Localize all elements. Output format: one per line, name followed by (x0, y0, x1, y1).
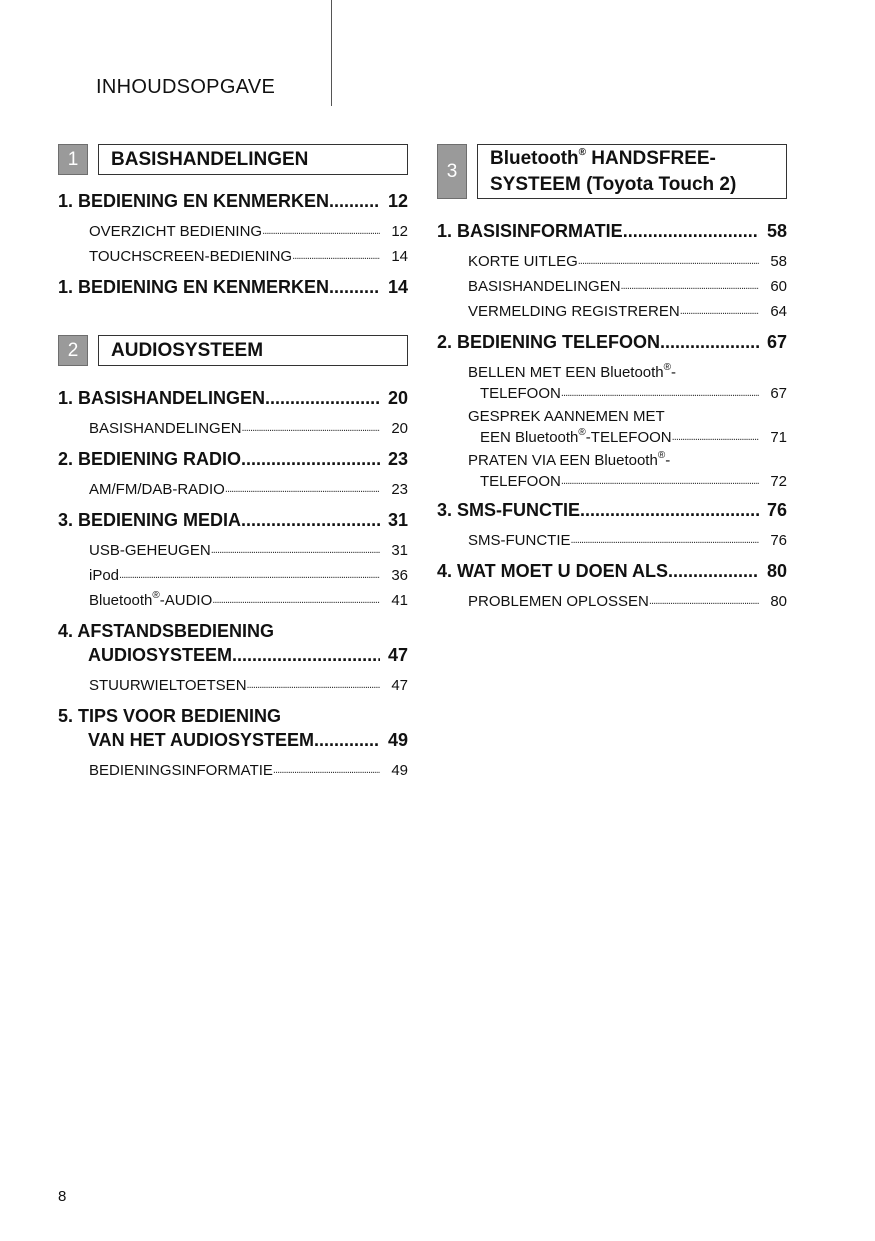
page-number: 8 (58, 1188, 67, 1205)
header-divider (331, 0, 332, 106)
toc-chapter[interactable] (437, 559, 787, 583)
item-page: 72 (770, 473, 787, 490)
item-page: 36 (391, 567, 408, 584)
item-page: 41 (391, 592, 408, 609)
chapter-label: 5. TIPS VOOR BEDIENING (58, 706, 282, 726)
toc-chapter[interactable] (437, 498, 787, 522)
chapter-label: 3. BEDIENING MEDIA (58, 510, 242, 530)
item-page: 23 (391, 481, 408, 498)
chapter-label: 1. BASISHANDELINGEN (58, 388, 266, 408)
item-page: 31 (391, 542, 408, 559)
toc-item[interactable] (58, 758, 408, 783)
item-page: 64 (770, 303, 787, 320)
toc-item[interactable] (58, 416, 408, 441)
item-label-line1: BELLEN MET EEN Bluetooth®- (468, 362, 677, 381)
page-title: INHOUDSOPGAVE (96, 76, 276, 98)
item-label: AM/FM/DAB-RADIO (89, 481, 225, 498)
item-page: 49 (391, 762, 408, 779)
toc-item[interactable] (437, 528, 787, 553)
chapter-label: 3. SMS-FUNCTIE (437, 500, 581, 520)
chapter-page: 47 (387, 645, 408, 665)
item-label-line2: EEN Bluetooth®-TELEFOON (480, 427, 672, 446)
section-number: 1 (58, 144, 88, 175)
chapter-page: 67 (766, 332, 787, 352)
item-label: TOUCHSCREEN-BEDIENING (89, 248, 293, 265)
item-page: 80 (770, 593, 787, 610)
chapter-page: 20 (387, 388, 408, 408)
item-page: 67 (770, 385, 787, 402)
chapter-label: 1. BEDIENING EN KENMERKEN (58, 191, 330, 211)
toc-chapter-line2[interactable] (58, 643, 408, 667)
item-label: KORTE UITLEG (468, 253, 578, 270)
toc-item[interactable] (58, 244, 408, 269)
toc-chapter[interactable] (58, 508, 408, 532)
item-page: 47 (391, 677, 408, 694)
toc-item[interactable] (437, 448, 787, 492)
toc-chapter-line2[interactable] (58, 728, 408, 752)
section-title-line2: SYSTEEM (Toyota Touch 2) (490, 173, 737, 195)
chapter-label: 4. WAT MOET U DOEN ALS... (437, 561, 684, 581)
item-label: PROBLEMEN OPLOSSEN (468, 593, 649, 610)
toc-chapter[interactable] (58, 386, 408, 410)
toc-chapter-line1[interactable] (58, 704, 408, 728)
item-label-line1: PRATEN VIA EEN Bluetooth®- (468, 450, 671, 469)
section-number: 3 (437, 144, 467, 199)
section-number: 2 (58, 335, 88, 366)
section-header-1[interactable] (58, 144, 408, 175)
item-label-line2: TELEFOON (480, 473, 561, 490)
toc-chapter[interactable] (58, 447, 408, 471)
item-label: VERMELDING REGISTREREN (468, 303, 680, 320)
toc-chapter-line1[interactable] (58, 619, 408, 643)
item-label: BASISHANDELINGEN (468, 278, 621, 295)
toc-item[interactable] (437, 249, 787, 274)
chapter-label: 1. BEDIENING EN KENMERKEN (58, 277, 330, 297)
toc-item[interactable] (58, 538, 408, 563)
toc-item[interactable] (437, 404, 787, 448)
item-label: USB-GEHEUGEN (89, 542, 211, 559)
toc-chapter[interactable] (437, 219, 787, 243)
chapter-page: 76 (766, 500, 787, 520)
item-page: 60 (770, 278, 787, 295)
toc-item[interactable] (437, 589, 787, 614)
item-label: iPod (89, 567, 120, 584)
chapter-label: AUDIOSYSTEEM (88, 645, 233, 665)
section-title: AUDIOSYSTEEM (98, 335, 408, 366)
chapter-label: 1. BASISINFORMATIE (437, 221, 623, 241)
toc-item[interactable] (437, 360, 787, 404)
chapter-page: 49 (387, 730, 408, 750)
toc-item[interactable] (437, 299, 787, 324)
item-label: STUURWIELTOETSEN (89, 677, 247, 694)
item-page: 71 (770, 429, 787, 446)
section-title (477, 144, 787, 199)
chapter-label: 4. AFSTANDSBEDIENING (58, 621, 275, 641)
section-title-line1: Bluetooth® HANDSFREE- (490, 147, 716, 169)
chapter-page: 12 (387, 191, 408, 211)
toc-item[interactable] (58, 563, 408, 588)
item-label: BASISHANDELINGEN (89, 420, 242, 437)
chapter-page: 31 (387, 510, 408, 530)
item-label: Bluetooth®-AUDIO (89, 590, 213, 609)
toc-item[interactable] (58, 477, 408, 502)
toc-right-column (437, 144, 787, 614)
chapter-label: 2. BEDIENING RADIO (58, 449, 242, 469)
chapter-label: 2. BEDIENING TELEFOON (437, 332, 661, 352)
item-label: OVERZICHT BEDIENING (89, 223, 263, 240)
item-label-line1: GESPREK AANNEMEN MET (468, 408, 665, 425)
section-header-3[interactable] (437, 144, 787, 199)
chapter-label: VAN HET AUDIOSYSTEEM (88, 730, 315, 750)
item-page: 14 (391, 248, 408, 265)
chapter-page: 14 (387, 277, 408, 297)
item-label: SMS-FUNCTIE (468, 532, 571, 549)
toc-chapter[interactable] (58, 275, 408, 299)
chapter-page: 80 (766, 561, 787, 581)
section-title: BASISHANDELINGEN (98, 144, 408, 175)
toc-item[interactable] (58, 588, 408, 613)
item-page: 20 (391, 420, 408, 437)
toc-item[interactable] (58, 219, 408, 244)
toc-item[interactable] (58, 673, 408, 698)
item-label: BEDIENINGSINFORMATIE (89, 762, 273, 779)
chapter-page: 58 (766, 221, 787, 241)
section-header-2[interactable] (58, 335, 408, 366)
toc-left-column (58, 144, 408, 783)
item-label-line2: TELEFOON (480, 385, 561, 402)
item-page: 12 (391, 223, 408, 240)
item-page: 76 (770, 532, 787, 549)
chapter-page: 23 (387, 449, 408, 469)
item-page: 58 (770, 253, 787, 270)
toc-item[interactable] (437, 274, 787, 299)
toc-chapter[interactable] (58, 189, 408, 213)
toc-chapter[interactable] (437, 330, 787, 354)
